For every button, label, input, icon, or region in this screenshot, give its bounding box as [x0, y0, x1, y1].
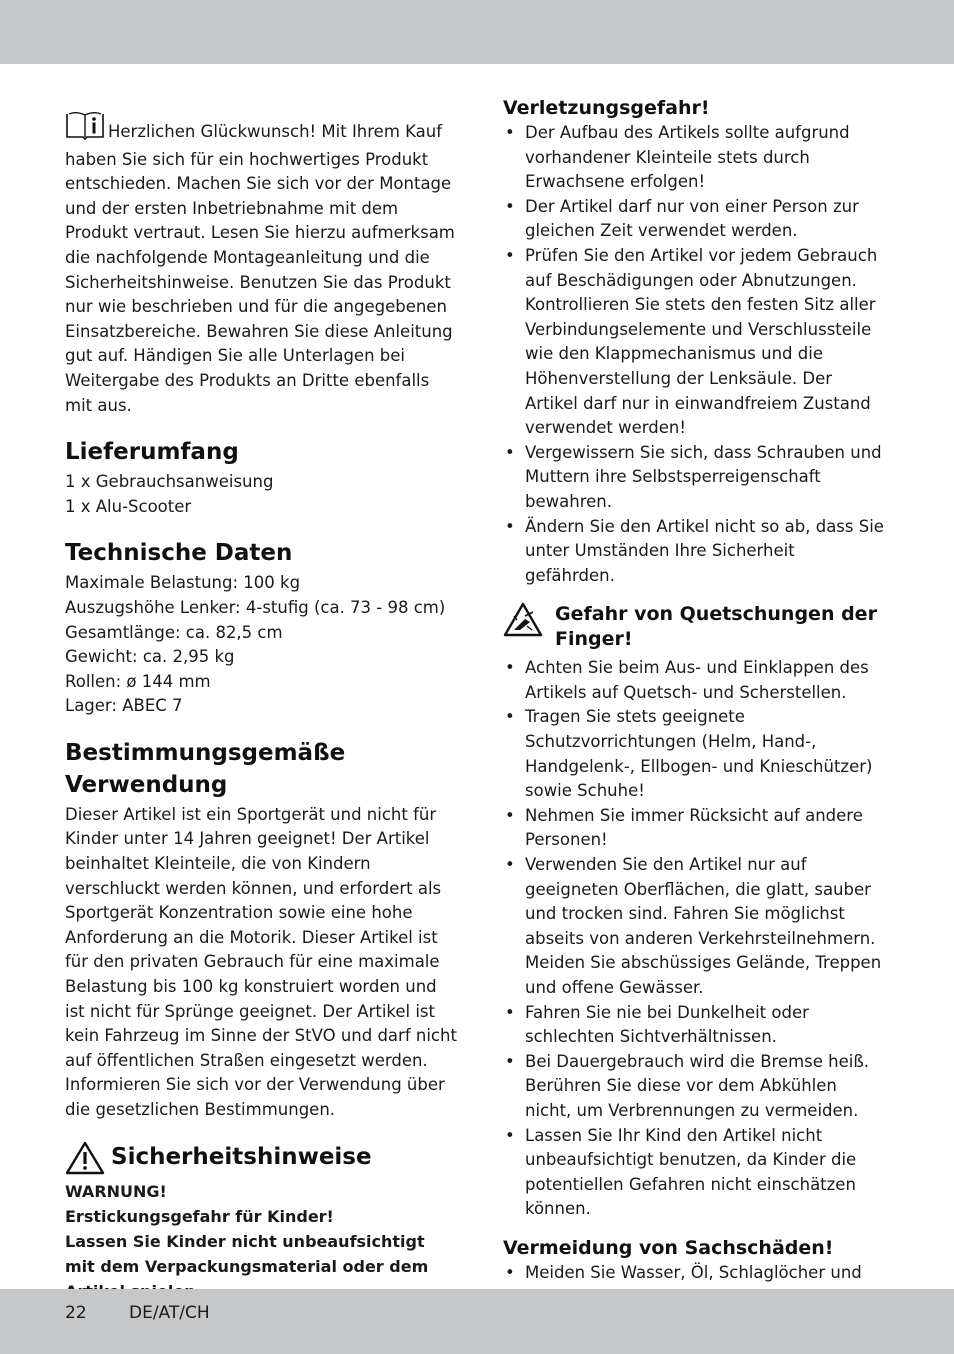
spec-line: Gesamtlänge: ca. 82,5 cm	[65, 622, 283, 642]
verwendung-text: Dieser Artikel ist ein Sportgerät und nicht für Kinder unter 14 Jahren geeignet! Der Artikel beinhaltet Kleinteile, die von Kindern verschluckt werden können, und erfordert als Sportgerät Konzentration sowie eine hohe Anforderung an die Motorik. Dieser Artikel ist für den privaten Gebrauch für eine maximale Belastung bis 100 kg konstruiert worden und ist nicht für Sprünge geeignet. Der Artikel ist kein Fahrzeug im Sinne der StVO und darf nicht auf öffentlichen Straßen eingesetzt werden. Informieren Sie sich vor der Verwendung über die gesetzlichen Bestimmungen.	[65, 804, 457, 1119]
list-item: • Vergewissern Sie sich, dass Schrauben und Muttern ihre Selbstsperreigenschaft bewahren.	[503, 441, 888, 515]
sachschaden-heading: Vermeidung von Sachschäden!	[503, 1236, 834, 1259]
verletzung-section	[503, 96, 888, 588]
warning-line: Lassen Sie Kinder nicht unbeaufsichtigt mit dem Verpackungsmaterial oder dem	[65, 1231, 429, 1276]
verwendung-heading: Bestimmungsgemäße Verwendung	[65, 739, 346, 798]
list-item: • Der Aufbau des Artikels sollte aufgrund vorhandener Kleinteile stets durch Erwachsene erfolgen!	[503, 121, 888, 195]
left-column	[65, 96, 457, 1304]
technische-daten-heading: Technische Daten	[65, 540, 293, 567]
list-item: • Prüfen Sie den Artikel vor jedem Gebrauch auf Beschädigungen oder Abnutzungen. Kontrollieren Sie stets den festen Sitz aller Verbindungselemente und Verschlussteile wie den Klappmechanismus und die Höhenverstellung der Lenksäule. Der Artikel darf nur in einwandfreiem Zustand verwendet werden!	[503, 244, 888, 441]
finger-pinch-warning-icon	[503, 602, 543, 638]
list-item: • Nehmen Sie immer Rücksicht auf andere Personen!	[503, 804, 888, 853]
list-item: • Meiden Sie Wasser, Öl, Schlaglöcher und	[503, 1261, 888, 1310]
technische-daten-section	[65, 537, 457, 719]
spec-line: Gewicht: ca. 2,95 kg	[65, 647, 235, 667]
sicherheit-heading: Sicherheitshinweise	[111, 1143, 372, 1170]
footer-languages: DE/AT/CH	[129, 1303, 210, 1323]
warning-line: Erstickungsgefahr für Kinder!	[65, 1206, 334, 1226]
warning-line: WARNUNG!	[65, 1181, 167, 1201]
header-band	[0, 0, 954, 64]
lieferumfang-item: 1 x Alu-Scooter	[65, 496, 192, 516]
spec-line: Rollen: ø 144 mm	[65, 671, 211, 691]
verwendung-section	[65, 737, 457, 1123]
spec-line: Maximale Belastung: 100 kg	[65, 573, 301, 593]
list-item: • Achten Sie beim Aus- und Einklappen des Artikels auf Quetsch- und Scherstellen.	[503, 656, 888, 705]
list-item: • Tragen Sie stets geeignete Schutzvorrichtungen (Helm, Hand-, Handgelenk-, Ellbogen- und Knieschützer) sowie Schuhe!	[503, 705, 888, 803]
intro-text: Herzlichen Glückwunsch! Mit Ihrem Kauf haben Sie sich für ein hochwertiges Produkt entschieden. Machen Sie sich vor der Montage und der ersten Inbetriebnahme mit dem Produkt vertraut. Lesen Sie hierzu aufmerksam die nachfolgende Montageanleitung und die Sicherheitshinweise. Benutzen Sie das Produkt nur wie beschrieben und für die angegebenen Einsatzbereiche. Bewahren Sie diese Anleitung gut auf. Händigen Sie alle Unterlagen bei Weitergabe des Produkts an Dritte ebenfalls mit aus.	[65, 122, 455, 415]
sicherheit-section	[65, 1141, 457, 1304]
verletzung-heading: Verletzungsgefahr!	[503, 97, 710, 119]
lieferumfang-heading: Lieferumfang	[65, 439, 239, 466]
quetschung-heading: Gefahr von Quetschungen der Finger!	[555, 603, 877, 651]
warning-triangle-icon	[65, 1141, 105, 1175]
spec-line: Lager: ABEC 7	[65, 696, 183, 716]
lieferumfang-section	[65, 436, 457, 519]
right-column	[503, 96, 888, 1310]
quetschung-section	[503, 602, 888, 1222]
info-manual-icon	[65, 110, 105, 148]
spec-line: Auszugshöhe Lenker: 4-stufig (ca. 73 - 98 cm)	[65, 597, 446, 617]
intro-paragraph	[65, 110, 457, 418]
list-item-extra: Meiden Sie abschüssiges Gelände, Treppen und offene Gewässer.	[525, 953, 882, 997]
list-item: • Fahren Sie nie bei Dunkelheit oder schlechten Sichtverhältnissen.	[503, 1001, 888, 1050]
list-item: • Verwenden Sie den Artikel nur auf geeigneten Oberflächen, die glatt, sauber und trocken sind. Fahren Sie möglichst abseits von anderen Verkehrsteilnehmern. Meiden Sie abschüssiges Gelände, Treppen und offene Gewässer.	[503, 853, 888, 1001]
lieferumfang-item: 1 x Gebrauchsanweisung	[65, 472, 274, 492]
list-item: • Ändern Sie den Artikel nicht so ab, dass Sie unter Umständen Ihre Sicherheit gefährden.	[503, 515, 888, 589]
page-number: 22	[65, 1303, 87, 1323]
list-item: • Lassen Sie Ihr Kind den Artikel nicht unbeaufsichtigt benutzen, da Kinder die potentiellen Gefahren nicht einschätzen können.	[503, 1124, 888, 1222]
list-item: • Der Artikel darf nur von einer Person zur gleichen Zeit verwendet werden.	[503, 195, 888, 244]
list-item: • Bei Dauergebrauch wird die Bremse heiß. Berühren Sie diese vor dem Abkühlen nicht, um Verbrennungen zu vermeiden.	[503, 1050, 888, 1124]
